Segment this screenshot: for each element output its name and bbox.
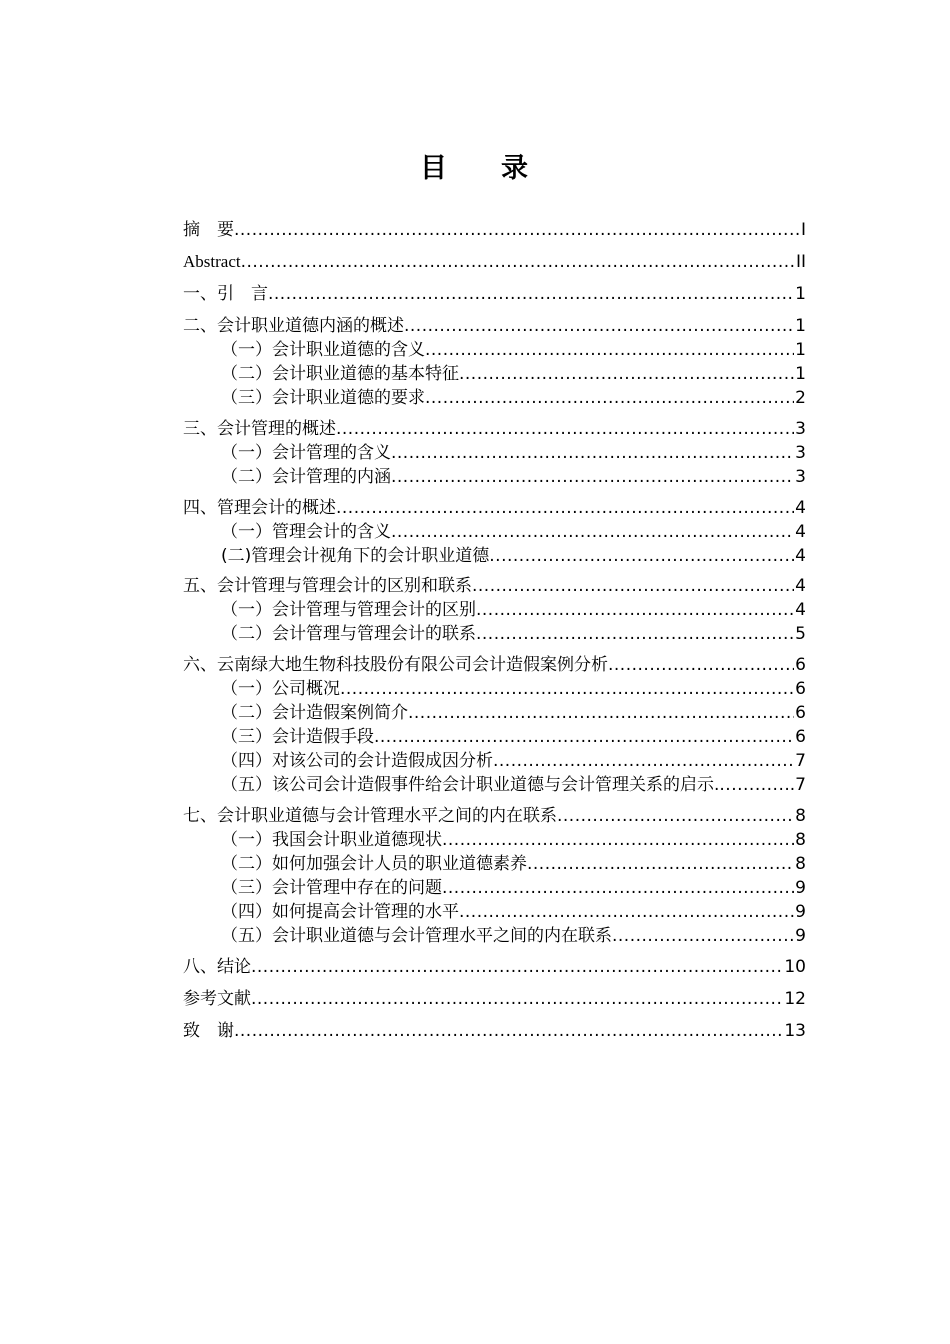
toc-dot-leader (268, 282, 794, 306)
toc-entry-title: （一）会计管理的含义 (221, 443, 391, 463)
toc-entry-title: 致 谢 (183, 1021, 234, 1041)
toc-entry-title: （一）公司概况 (221, 679, 340, 699)
toc-entry[interactable] (183, 924, 806, 948)
toc-title (0, 146, 950, 185)
toc-entry-title: 五、会计管理与管理会计的区别和联系 (183, 576, 472, 596)
toc-entry[interactable] (183, 828, 806, 852)
toc-entry[interactable] (183, 725, 806, 749)
toc-dot-leader (251, 987, 783, 1011)
toc-entry-title: （四）对该公司的会计造假成因分析 (221, 751, 493, 771)
toc-entry-page: 5 (795, 624, 806, 644)
toc-dot-leader (241, 250, 795, 274)
toc-entry-page: 1 (795, 340, 806, 360)
toc-entry[interactable] (183, 417, 806, 441)
toc-entry[interactable] (183, 852, 806, 876)
toc-entry-page: 6 (795, 703, 806, 723)
toc-entry-page: 6 (795, 679, 806, 699)
toc-entry-title: （三）会计管理中存在的问题 (221, 878, 442, 898)
toc-entry[interactable] (183, 465, 806, 489)
toc-dot-leader (442, 828, 794, 852)
toc-entry-title: 参考文献 (183, 989, 251, 1009)
toc-dot-leader (391, 520, 794, 544)
toc-entry-title: 一、引 言 (183, 284, 268, 304)
toc-entry-page: 4 (795, 600, 806, 620)
toc-entry-title: 六、云南绿大地生物科技股份有限公司会计造假案例分析 (183, 655, 608, 675)
toc-entry-page: 1 (795, 316, 806, 336)
toc-dot-leader (425, 338, 794, 362)
toc-entry-page: 8 (795, 806, 806, 826)
toc-entry-page: 8 (795, 830, 806, 850)
toc-entry-page: 2 (795, 388, 806, 408)
toc-entry[interactable] (183, 749, 806, 773)
toc-entry[interactable] (183, 544, 806, 568)
toc-entry-page: 9 (795, 902, 806, 922)
toc-entry-title: （一）我国会计职业道德现状 (221, 830, 442, 850)
toc-entry[interactable] (183, 677, 806, 701)
toc-entry[interactable] (183, 701, 806, 725)
toc-entry[interactable] (183, 250, 806, 274)
toc-dot-leader (719, 773, 788, 797)
toc-dot-leader (476, 598, 794, 622)
toc-entry-title: 四、管理会计的概述 (183, 498, 336, 518)
toc-dot-leader (404, 314, 794, 338)
toc-dot-leader (489, 544, 794, 568)
toc-dot-leader (234, 1019, 783, 1043)
toc-entry-title: （四）如何提高会计管理的水平 (221, 902, 459, 922)
toc-entry-title: 七、会计职业道德与会计管理水平之间的内在联系 (183, 806, 557, 826)
toc-dot-leader (336, 417, 794, 441)
toc-entry[interactable] (183, 900, 806, 924)
toc-dot-leader (408, 701, 794, 725)
toc-entry-title: （三）会计造假手段 (221, 727, 374, 747)
toc-entry-page: 6 (795, 727, 806, 747)
toc-title-char-1: 目 (420, 153, 449, 184)
toc-title-char-2: 录 (501, 153, 530, 184)
toc-entry-page: II (795, 252, 806, 272)
toc-dot-leader (391, 441, 794, 465)
toc-entry-page: 7 (795, 751, 806, 771)
toc-dot-leader (340, 677, 794, 701)
toc-dot-leader (612, 924, 794, 948)
toc-entry-page: .7 (789, 775, 806, 795)
toc-dot-leader (459, 900, 794, 924)
toc-entry-title: （三）会计职业道德的要求 (221, 388, 425, 408)
toc-entry[interactable] (183, 386, 806, 410)
toc-dot-leader (476, 622, 794, 646)
toc-dot-leader (442, 876, 794, 900)
toc-entry[interactable] (183, 314, 806, 338)
toc-dot-leader (374, 725, 794, 749)
toc-entry-page: 4 (795, 576, 806, 596)
toc-dot-leader (557, 804, 794, 828)
toc-entry-page: 4 (795, 498, 806, 518)
toc-entry-page: 10 (784, 957, 806, 977)
toc-entry[interactable] (183, 218, 806, 242)
toc-entry[interactable] (183, 574, 806, 598)
toc-dot-leader (391, 465, 794, 489)
toc-entry-title: 三、会计管理的概述 (183, 419, 336, 439)
toc-entry[interactable] (183, 282, 806, 306)
toc-dot-leader (608, 653, 794, 677)
toc-dot-leader (472, 574, 794, 598)
toc-dot-leader (336, 496, 794, 520)
toc-entry[interactable] (183, 987, 806, 1011)
toc-entry[interactable] (183, 804, 806, 828)
toc-entry[interactable] (183, 496, 806, 520)
toc-dot-leader (251, 955, 783, 979)
toc-entry[interactable] (183, 955, 806, 979)
toc-entry-page: 1 (795, 364, 806, 384)
toc-dot-leader (425, 386, 794, 410)
toc-entry[interactable] (183, 441, 806, 465)
toc-entry-title: （一）会计职业道德的含义 (221, 340, 425, 360)
toc-entry-page: 3 (795, 443, 806, 463)
toc-entry[interactable] (183, 876, 806, 900)
toc-entry-page: 3 (795, 467, 806, 487)
toc-entry[interactable] (183, 1019, 806, 1043)
toc-entry-page: 4 (795, 522, 806, 542)
toc-entry-title: 摘 要 (183, 220, 234, 240)
toc-entry-page: 8 (795, 854, 806, 874)
toc-entry-page: 6 (795, 655, 806, 675)
toc-entry[interactable] (183, 338, 806, 362)
toc-entry[interactable] (183, 622, 806, 646)
toc-entry-page: 4 (795, 546, 806, 566)
toc-entry-page: 1 (795, 284, 806, 304)
toc-entry-title: （二）如何加强会计人员的职业道德素养 (221, 854, 527, 874)
toc-entry-page: 13 (784, 1021, 806, 1041)
toc-entry[interactable] (183, 653, 806, 677)
toc-entry[interactable] (183, 362, 806, 386)
toc-entry-title: （一）会计管理与管理会计的区别 (221, 600, 476, 620)
toc-dot-leader (234, 218, 800, 242)
toc-entry-page: I (800, 220, 806, 240)
toc-entry-page: 9 (795, 926, 806, 946)
toc-entry-title: （五）该公司会计造假事件给会计职业道德与会计管理关系的启示. (221, 775, 720, 795)
toc-entry-title: （二）会计造假案例简介 (221, 703, 408, 723)
toc-entry-title: Abstract (183, 252, 241, 271)
toc-entry-page: 9 (795, 878, 806, 898)
toc-entry-title: （二）会计管理与管理会计的联系 (221, 624, 476, 644)
toc-entry-title: （一）管理会计的含义 (221, 522, 391, 542)
toc-dot-leader (459, 362, 794, 386)
toc-entry-title: （二）会计职业道德的基本特征 (221, 364, 459, 384)
toc-entry-title: （五）会计职业道德与会计管理水平之间的内在联系 (221, 926, 612, 946)
toc-entry[interactable] (183, 520, 806, 544)
toc-entry-title: (二)管理会计视角下的会计职业道德 (221, 546, 490, 566)
table-of-contents (183, 218, 806, 1043)
toc-entry[interactable] (183, 598, 806, 622)
toc-dot-leader (527, 852, 794, 876)
toc-entry[interactable] (183, 773, 806, 797)
toc-dot-leader (493, 749, 794, 773)
toc-entry-title: 二、会计职业道德内涵的概述 (183, 316, 404, 336)
toc-entry-title: 八、结论 (183, 957, 251, 977)
toc-entry-title: （二）会计管理的内涵 (221, 467, 391, 487)
toc-entry-page: 12 (784, 989, 806, 1009)
toc-entry-page: 3 (795, 419, 806, 439)
